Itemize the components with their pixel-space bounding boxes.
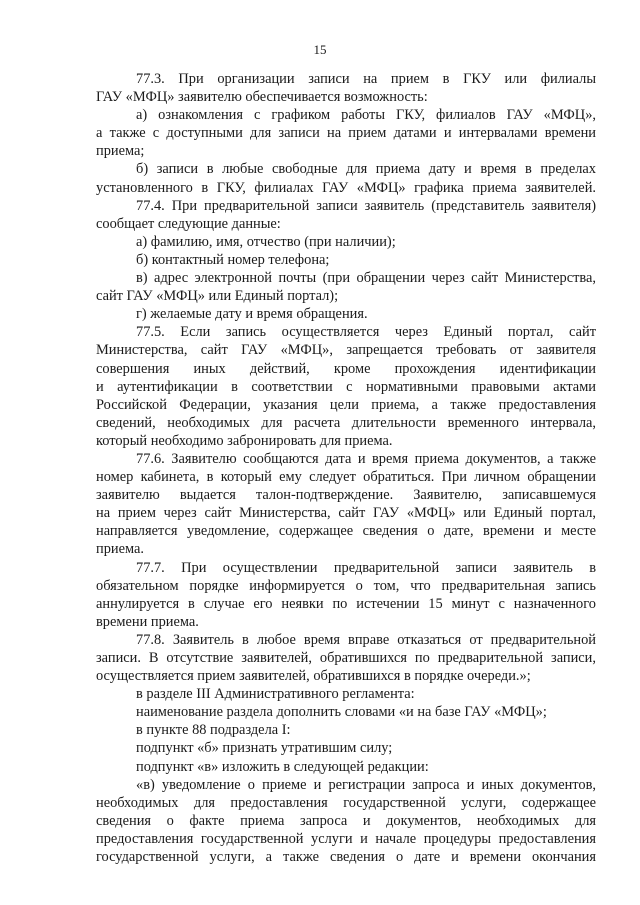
text-line: сведения о факте приема запроса и документов, необходимых для	[96, 812, 596, 829]
text-line: установленного в ГКУ, филиалах ГАУ «МФЦ» графика приема заявителей.	[96, 179, 596, 196]
text-line: сообщает следующие данные:	[96, 215, 281, 232]
text-line: 77.5. Если запись осуществляется через Единый портал, сайт	[136, 324, 596, 341]
text-line: приема;	[96, 143, 145, 160]
text-line: государственной услуги, а также сведения о дате и времени окончания	[96, 849, 596, 866]
text-line: записи. В отсутствие заявителей, обратившихся по предварительной записи,	[96, 650, 596, 666]
text-line: 77.4. При предварительной записи заявитель (представитель заявителя)	[136, 197, 596, 214]
text-line: обязательном порядке информируется о том, что предварительная запись	[96, 577, 596, 594]
text-line: приема.	[96, 541, 144, 558]
page-number: 15	[313, 42, 327, 57]
text-line: времени приема.	[96, 613, 199, 630]
text-line: в) адрес электронной почты (при обращении через сайт Министерства,	[136, 270, 596, 287]
text-line: 77.3. При организации записи на прием в ГКУ или филиалы	[136, 71, 596, 87]
text-line: необходимых для предоставления государственной услуги, содержащее	[96, 794, 596, 811]
text-line: предоставления государственной услуги и начале процедуры предоставления	[96, 830, 596, 847]
text-line: 77.6. Заявителю сообщаются дата и время приема документов, а также	[136, 450, 596, 467]
text-line: подпункт «в» изложить в следующей редакции:	[136, 758, 429, 775]
text-line: подпункт «б» признать утратившим силу;	[136, 740, 393, 757]
text-line: Министерства, сайт ГАУ «МФЦ», запрещается требовать от заявителя	[96, 342, 596, 359]
text-line: в пункте 88 подраздела I:	[136, 722, 291, 739]
text-line: направляется уведомление, содержащее сведения о дате, времени и месте	[96, 523, 596, 540]
text-line: номер кабинета, в который ему следует обратиться. При личном обращении	[96, 469, 596, 486]
text-line: аннулируется в случае его неявки по истечении 15 минут с назначенного	[96, 595, 596, 612]
text-line: ГАУ «МФЦ» заявителю обеспечивается возможность:	[96, 89, 428, 106]
text-line: в разделе III Административного регламента:	[136, 686, 415, 703]
text-line: 77.8. Заявитель в любое время вправе отказаться от предварительной	[136, 631, 596, 648]
text-line: а) ознакомления с графиком работы ГКУ, филиалов ГАУ «МФЦ»,	[136, 107, 596, 124]
text-line: который необходимо забронировать для приема.	[96, 432, 393, 449]
text-line: Российской Федерации, указания цели приема, а также предоставления	[96, 396, 596, 413]
text-line: «в) уведомление о приеме и регистрации запроса и иных документов,	[136, 776, 596, 793]
text-line: 77.7. При осуществлении предварительной записи заявитель в	[136, 559, 596, 576]
text-line: осуществляется прием заявителей, обратившихся в порядке очереди.»;	[96, 668, 531, 685]
text-line: г) желаемые дату и время обращения.	[136, 306, 368, 323]
text-line: на прием через сайт Министерства, сайт ГАУ «МФЦ» или Единый портал,	[96, 505, 596, 522]
text-line: б) записи в любые свободные для приема дату и время в пределах	[136, 161, 596, 178]
text-line: заявителю выдается талон-подтверждение. Заявителю, записавшемуся	[96, 487, 596, 504]
text-line: а также с доступными для записи на прием датами и интервалами времени	[96, 125, 596, 142]
text-line: совершения иных действий, кроме прохождения идентификации	[96, 360, 596, 377]
text-line: сведений, необходимых для расчета длительности временного интервала,	[96, 414, 596, 431]
document-body	[96, 70, 596, 866]
text-line: наименование раздела дополнить словами «и на базе ГАУ «МФЦ»;	[136, 704, 547, 721]
text-line: б) контактный номер телефона;	[136, 251, 330, 268]
text-line: сайт ГАУ «МФЦ» или Единый портал);	[96, 288, 339, 305]
text-line: а) фамилию, имя, отчество (при наличии);	[136, 233, 396, 250]
text-line: и аутентификации в соответствии с нормативными правовыми актами	[96, 378, 596, 395]
